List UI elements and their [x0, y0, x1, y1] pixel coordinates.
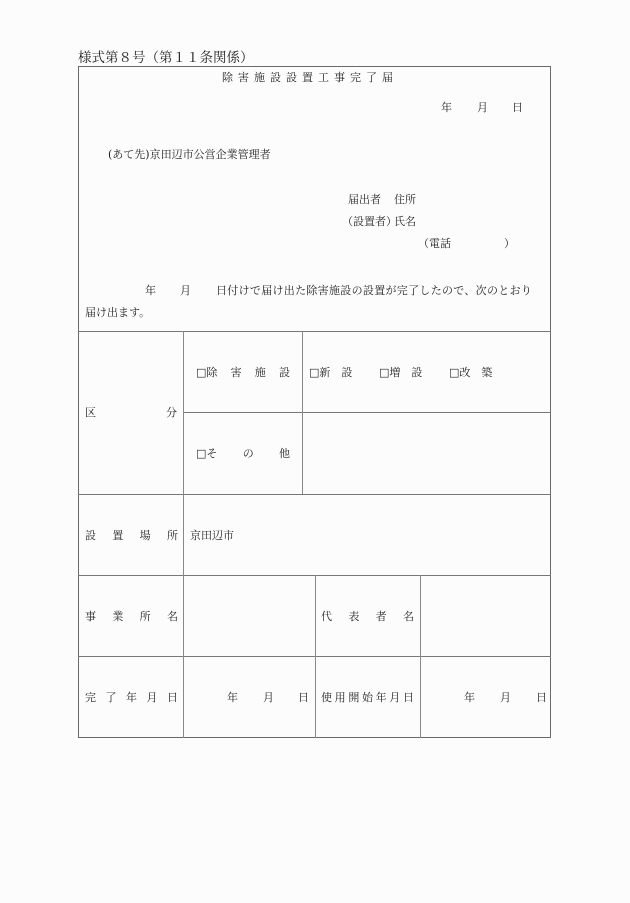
checkbox-renovation[interactable]: □改 築 [449, 366, 493, 379]
divider [78, 494, 551, 495]
category-label-right: 分 [166, 406, 177, 419]
start-use-year[interactable]: 年 [464, 691, 475, 704]
address-label[interactable]: 住所 [394, 193, 416, 206]
completion-month[interactable]: 月 [263, 691, 274, 704]
installer-label: （設置者） [342, 215, 397, 228]
start-use-month[interactable]: 月 [500, 691, 511, 704]
checkbox-expansion[interactable]: □増 設 [379, 366, 423, 379]
phone-label[interactable]: （電話 [418, 237, 451, 250]
phone-close: ） [504, 237, 515, 250]
body-year[interactable]: 年 [145, 284, 156, 297]
divider [420, 575, 421, 738]
checkbox-abatement-facility[interactable]: □除 害 施 設 [196, 366, 290, 379]
completion-day[interactable]: 日 [298, 691, 309, 704]
date-year[interactable]: 年 [441, 101, 452, 114]
body-month[interactable]: 月 [180, 284, 191, 297]
checkbox-new[interactable]: □新 設 [309, 366, 353, 379]
divider [183, 412, 551, 413]
name-label[interactable]: 氏名 [394, 215, 416, 228]
divider [315, 575, 316, 738]
start-use-day[interactable]: 日 [536, 691, 547, 704]
addressee: (あて先)京田辺市公営企業管理者 [108, 148, 271, 161]
completion-year[interactable]: 年 [227, 691, 238, 704]
office-name-field[interactable] [190, 610, 308, 624]
divider [183, 331, 184, 738]
divider [78, 331, 551, 332]
date-month[interactable]: 月 [477, 101, 488, 114]
representative-label: 代 表 者 名 [321, 610, 414, 623]
completion-date-label: 完 了 年 月 日 [85, 691, 178, 704]
location-field[interactable]: 京田辺市 [190, 529, 234, 542]
form-number: 様式第８号（第１１条関係） [78, 50, 254, 66]
divider [302, 331, 303, 494]
checkbox-other[interactable]: □そ の 他 [196, 447, 290, 460]
start-use-date-label: 使 用 開 始 年 月 日 [321, 691, 414, 704]
other-detail-field[interactable] [310, 447, 545, 461]
body-text-line1: 日付けで届け出た除害施設の設置が完了したので、次のとおり [216, 284, 533, 297]
category-label-left: 区 [85, 406, 96, 419]
applicant-label: 届出者 [348, 193, 381, 206]
body-text-line2: 届け出ます。 [85, 306, 151, 319]
date-day[interactable]: 日 [512, 101, 523, 114]
representative-field[interactable] [426, 610, 544, 624]
location-label: 設 置 場 所 [85, 529, 178, 542]
document-title: 除害施設設置工事完了届 [222, 71, 398, 84]
office-name-label: 事 業 所 名 [85, 610, 178, 623]
